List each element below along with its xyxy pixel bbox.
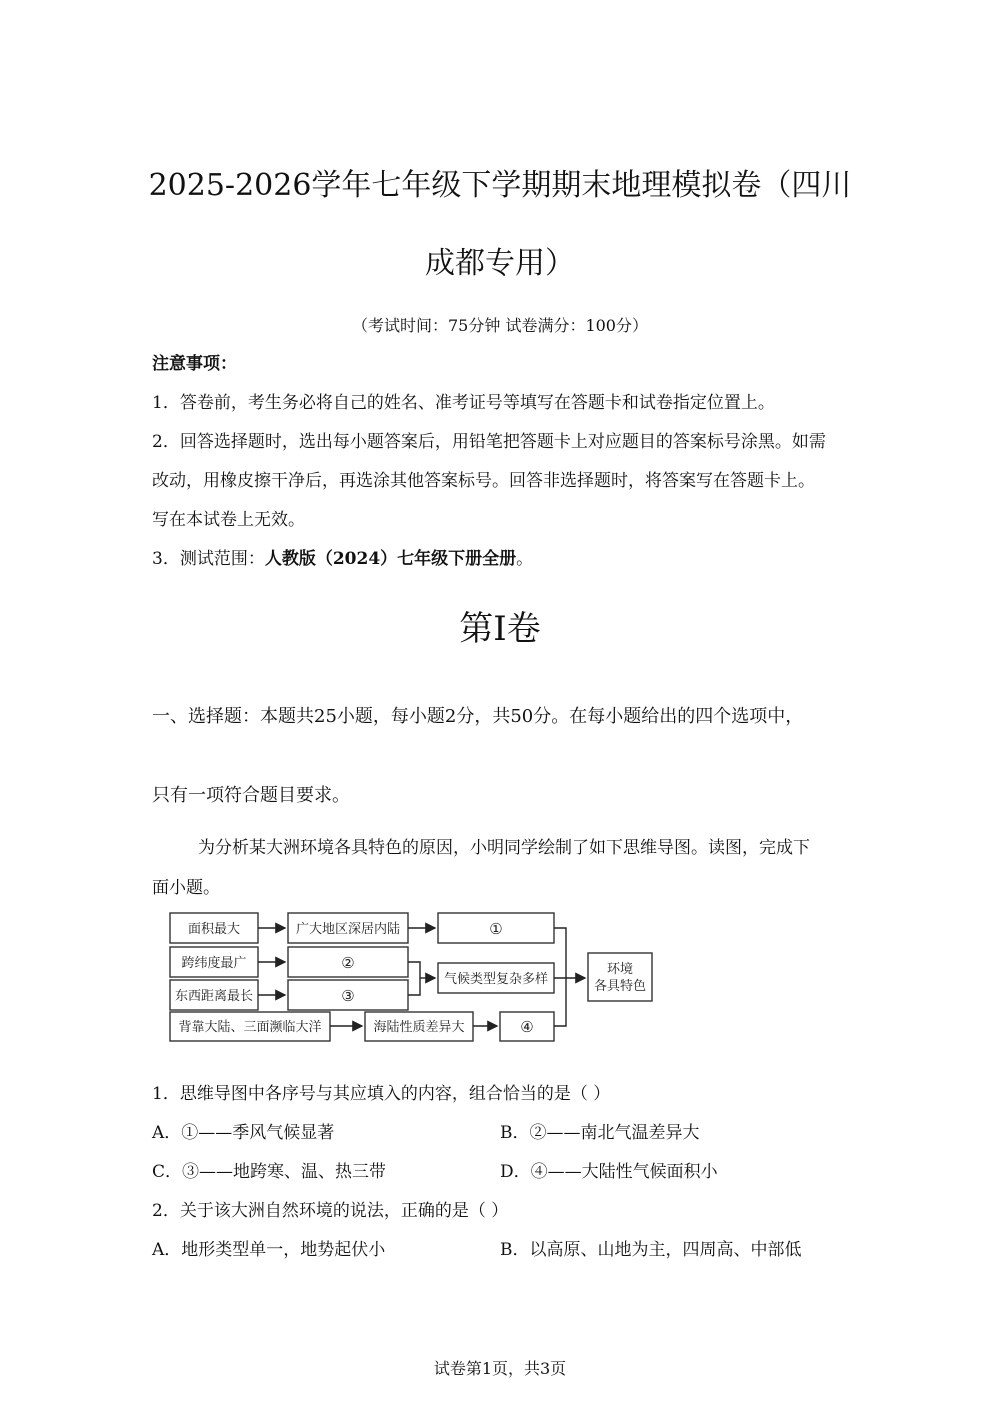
label-inland: 广大地区深居内陆: [295, 922, 401, 937]
question-1-option-d: D．④——大陆性气候面积小: [500, 1162, 718, 1182]
label-latitude: 跨纬度最广: [181, 956, 247, 971]
label-area-largest: 面积最大: [187, 922, 241, 937]
question-2-stem: 2．关于该大洲自然环境的说法，正确的是（ ）: [152, 1201, 509, 1221]
test-scope: 人教版（2024）七年级下册全册: [264, 549, 517, 569]
question-1-option-a: A．①——季风气候显著: [152, 1123, 335, 1143]
exam-info: （考试时间：75分钟 试卷满分：100分）: [352, 316, 648, 335]
label-land-sea: 海陆性质差异大: [373, 1020, 465, 1035]
notes-item-1: 1．答卷前，考生务必将自己的姓名、准考证号等填写在答题卡和试卷指定位置上。: [152, 393, 775, 413]
label-environment-2: 各具特色: [593, 979, 647, 994]
page-title-line-1: 2025-2026学年七年级下学期期末地理模拟卷（四川: [148, 168, 852, 203]
notes-heading: 注意事项：: [152, 354, 237, 374]
page-title-line-2: 成都专用）: [425, 246, 575, 281]
question-2-option-b: B．以高原、山地为主，四周高、中部低: [500, 1240, 802, 1260]
notes-item-2-line-2: 改动，用橡皮擦干净后，再选涂其他答案标号。回答非选择题时，将答案写在答题卡上。: [152, 471, 815, 491]
question-1-stem: 1．思维导图中各序号与其应填入的内容，组合恰当的是（ ）: [152, 1084, 611, 1104]
notes-item-3-prefix: 3．测试范围：: [152, 549, 265, 569]
part1-instruction-line-2: 只有一项符合题目要求。: [152, 785, 350, 806]
label-environment-1: 环境: [606, 962, 634, 977]
label-box-3: ③: [341, 987, 355, 1005]
part1-instruction-line-1: 一、选择题：本题共25小题，每小题2分，共50分。在每小题给出的四个选项中，: [152, 706, 804, 727]
notes-item-2-line-1: 2．回答选择题时，选出每小题答案后，用铅笔把答题卡上对应题目的答案标号涂黑。如需: [152, 432, 826, 452]
label-back-continent: 背靠大陆、三面濒临大洋: [178, 1020, 322, 1035]
question-1-option-b: B．②——南北气温差异大: [500, 1123, 700, 1143]
label-box-4: ④: [520, 1018, 534, 1036]
notes-item-3-suffix: 。: [516, 549, 534, 569]
page-footer: 试卷第1页，共3页: [433, 1359, 567, 1378]
label-climate: 气候类型复杂多样: [443, 972, 549, 987]
question-1-option-c: C．③——地跨寒、温、热三带: [152, 1162, 387, 1182]
label-box-1: ①: [489, 920, 503, 938]
notes-item-2-line-3: 写在本试卷上无效。: [152, 510, 305, 530]
intro-line-2: 面小题。: [152, 878, 220, 898]
question-2-option-a: A．地形类型单一，地势起伏小: [152, 1240, 386, 1260]
intro-line-1: 为分析某大洲环境各具特色的原因，小明同学绘制了如下思维导图。读图，完成下: [198, 838, 810, 858]
label-box-2: ②: [341, 954, 355, 972]
section-title: 第Ⅰ卷: [459, 609, 541, 649]
label-east-west: 东西距离最长: [174, 989, 254, 1004]
